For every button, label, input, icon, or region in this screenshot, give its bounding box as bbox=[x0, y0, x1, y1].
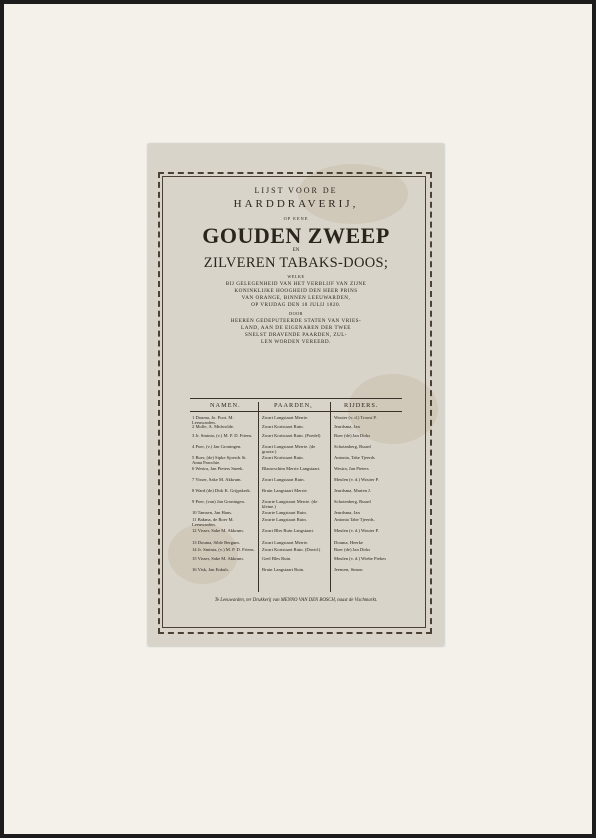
header-rijders: RIJDERS. bbox=[344, 402, 379, 409]
rider-cell: Jeurdsma, Jan bbox=[334, 424, 360, 429]
rider-cell: Jeurdsma, Jan bbox=[334, 510, 360, 515]
horse-cell: Zwarte Langstaart Ruin. bbox=[262, 517, 307, 522]
rider-cell: Meulen (v. d.) Wiebe Piekes bbox=[334, 556, 386, 561]
rider-cell: Westra, Jan Pieters bbox=[334, 466, 369, 471]
text-line-8: BIJ GELEGENHEID VAN HET VERBLIJF VAN ZIJNE bbox=[225, 281, 367, 287]
name-cell: 1 Douma, Jo. Poot. M. Leeuwarden. bbox=[192, 415, 234, 426]
name-cell: 5 Boer, (de) Sipke Sjoerds St. Anna Parochie. bbox=[192, 455, 247, 466]
name-cell: 14 Jr. Sminia, (v.) M. P. D. Friens. bbox=[192, 547, 255, 552]
horse-cell: Geel Bles Ruin. bbox=[262, 556, 292, 561]
horse-cell: Bruin Langstaart Ruin. bbox=[262, 567, 305, 572]
name-cell: 8 Ward (de) Dirk K. Grijpskerk. bbox=[192, 488, 251, 493]
name-cell: 11 Bakma, de Boer M. Leeuwarden. bbox=[192, 517, 234, 528]
horse-cell: Zwart Kortstaart Ruin. (Poedel) bbox=[262, 433, 321, 438]
name-cell: 6 Westra, Jan Pieters Sneek. bbox=[192, 466, 244, 471]
horse-cell: Zwart Langstaart Ruin. bbox=[262, 477, 305, 482]
rider-cell: Boer (de) Jan Dirks bbox=[334, 547, 371, 552]
horse-cell: Zwart Bles Ruin Langstaart. bbox=[262, 528, 315, 533]
rider-cell: Meulen (v. d.) Wouter P. bbox=[334, 477, 379, 482]
title-line-5: EN bbox=[292, 248, 300, 253]
horse-cell: Zwart Langstaart Merrie. (de groote.) bbox=[262, 444, 316, 455]
text-line-11: OP VRIJDAG DEN 18 JULIJ 1820. bbox=[251, 302, 341, 308]
title-gouden-zweep: GOUDEN ZWEEP bbox=[202, 223, 390, 248]
name-cell: 16 Visk, Jan Enkuh. bbox=[192, 567, 229, 572]
name-cell: 13 Douma, Sible Bergum. bbox=[192, 540, 241, 545]
name-cell: 10 Tamsen, Jan Hans. bbox=[192, 510, 233, 515]
name-cell: 3 Jr. Sminia, (v.) M. P. D. Friens. bbox=[192, 433, 253, 438]
rider-cell: Meulen (v. d.) Wouter P. bbox=[334, 528, 379, 533]
header-namen: NAMEN. bbox=[210, 402, 241, 409]
text-line-9: KONINKLIJKE HOOGHEID DEN HEER PRINS bbox=[234, 288, 358, 294]
text-line-10: VAN ORANGE, BINNEN LEEUWARDEN, bbox=[241, 295, 351, 301]
horse-cell: Zwarte Langstaart Ruin. bbox=[262, 510, 307, 515]
horse-cell: Zwart Kortstaart Ruin. bbox=[262, 455, 304, 460]
rider-cell: Antonia, Tabe Tjeerds bbox=[334, 455, 375, 460]
rider-cell: Antonia Tabe Tjeerds. bbox=[334, 517, 375, 522]
horse-cell: Bruin Langstaart Merrie. bbox=[262, 488, 308, 493]
name-cell: 9 Poer, (van) Jan Groningen. bbox=[192, 499, 245, 504]
poster-sheet bbox=[148, 144, 444, 646]
rider-cell: Wouter (v. d.) Troost P. bbox=[334, 415, 377, 420]
horse-cell: Zwart Langstaart Merrie. bbox=[262, 415, 309, 420]
text-door: DOOR bbox=[289, 311, 303, 316]
rider-cell: Schotenberg, Ruurd bbox=[334, 499, 371, 504]
column-divider bbox=[258, 402, 259, 592]
table-top-rule bbox=[190, 398, 402, 399]
horse-cell: Zwart Langstaart Merrie. bbox=[262, 540, 309, 545]
table-header-rule bbox=[190, 411, 402, 412]
name-cell: 7 Visser, Sake M. Akkrum. bbox=[192, 477, 242, 482]
rider-cell: Boer (de) Jan Dirks bbox=[334, 433, 371, 438]
horse-cell: Zwarte Langstaart Merrie. (de kleine.) bbox=[262, 499, 318, 510]
title-line-3: OP EENE bbox=[283, 216, 309, 221]
title-zilveren-tabaks-doos: ZILVEREN TABAKS-DOOS; bbox=[203, 255, 389, 271]
text-line-15: SNELST DRAVENDE PAARDEN, ZUL- bbox=[244, 332, 348, 338]
title-line-2: HARDDRAVERIJ, bbox=[233, 198, 359, 210]
text-line-13: HEEREN GEDEPUTEERDE STATEN VAN VRIES- bbox=[230, 318, 362, 324]
rider-cell: Jeurdsma, Marten J. bbox=[334, 488, 371, 493]
horse-cell: Blauwschim Merrie Langstaart. bbox=[262, 466, 321, 471]
printer-imprint: Te Leeuwarden, ter Drukkerij van MENNO VAN DEN BOSCH, naast de Vischmarkt. bbox=[214, 598, 378, 603]
name-cell: 15 Visser, Sake M. Akkrum. bbox=[192, 556, 244, 561]
text-line-16: LEN WORDEN VEREERD. bbox=[261, 339, 331, 345]
horse-cell: Zwart Kortstaart Ruin. bbox=[262, 424, 304, 429]
rider-cell: Jeensen, Simon bbox=[334, 567, 363, 572]
text-line-14: LAND, AAN DE EIGENAREN DER TWEE bbox=[241, 325, 351, 331]
rider-cell: Schotanberg, Ruurd bbox=[334, 444, 371, 449]
rider-cell: Douma, Heerke bbox=[334, 540, 364, 545]
name-cell: 12 Visser, Sake M. Akkrum. bbox=[192, 528, 244, 533]
title-line-1: LIJST VOOR DE bbox=[254, 186, 338, 195]
horse-cell: Zwart Kortstaart Ruin. (David.) bbox=[262, 547, 321, 552]
name-cell: 2 Molle, A. Midwolde. bbox=[192, 424, 235, 429]
column-divider bbox=[330, 402, 331, 592]
header-paarden: PAARDEN, bbox=[274, 402, 313, 409]
name-cell: 4 Poer, (v.) Jan Groningen. bbox=[192, 444, 242, 449]
text-welke: WELKE bbox=[287, 274, 305, 279]
